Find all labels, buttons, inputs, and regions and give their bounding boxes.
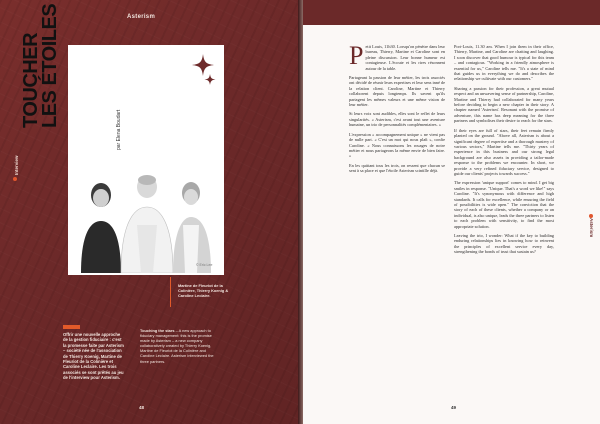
french-paragraph: Partageant la passion de leur métier, les trois associés ont décidé de réunir leurs expertises et leur sens inné de la relation client. Caroline, Martine et Thierry collaborent depuis longtemps. Ils savent qu'ils partagent les mêmes valeurs et une même vision de leur métier. bbox=[349, 75, 445, 108]
right-page bbox=[303, 0, 600, 424]
english-paragraph: The expression 'unique support' comes to mind. I get big smiles in response. "Unique. That's a word we like!" says Caroline. "It's synonymous with difference and high standards. It calls for excellence, while ensuring the field of possibilities is wide open." The conviction that the story of each of these clients, whether a company or an individual, is also unique, leads the three partners to listen to each problem with sensitivity, to find the most appropriate solution. bbox=[454, 180, 554, 229]
large-star-icon bbox=[192, 54, 214, 76]
intro-french: Offrir une nouvelle approche de la gestion fiduciaire : c'est la promesse faite par Asterism – société née de l'association de Thierry Koenig, Martine de Fleuriot de la Colinière et Caroline Leclaire. Les trois associés se sont prêtés au jeu de l'interview pour Asterism. bbox=[63, 332, 124, 381]
french-paragraph: En les quittant tous les trois, on ressent que chacun se sent à sa place et que l'étoile Asterism scintille déjà. bbox=[349, 162, 445, 174]
top-band bbox=[303, 0, 600, 25]
section-tag: Interview bbox=[14, 155, 19, 175]
photo-caption: Martine de Fleuriot de la Colinière, Thierry Koenig & Caroline Leclaire. bbox=[178, 283, 229, 299]
title-line-2: LES ÉTOILES bbox=[39, 3, 61, 128]
byline: par Elena Boudart bbox=[116, 109, 122, 150]
drop-cap: P bbox=[349, 41, 364, 70]
caption-rule bbox=[170, 277, 171, 307]
page-number-right: 49 bbox=[451, 405, 457, 410]
section-tag-right: Asterism bbox=[589, 218, 594, 238]
intro-english-body: – A new approach to fiduciary management: this is the promise made by Asterism – a new company collaboratively created by Thierry Koenig, Martine de Fleuriot de la Colinière and Caroline Leclaire. Asterism interviewed the three partners. bbox=[140, 328, 214, 364]
english-paragraph: Port-Louis, 11.30 am. When I join them in their office, Thierry, Martine, and Caroline are chatting and laughing. I soon discover that good humour is typical for this team – and contagious. "Working in a friendly atmosphere is essential for us," Caroline tells me. "It's a state of mind that guides us in everything we do and describes the relationship we cultivate with our customers." bbox=[454, 44, 554, 82]
small-star-icon bbox=[205, 74, 216, 85]
section-dot-icon bbox=[13, 177, 17, 181]
french-paragraph: Petit Louis, 11h30. Lorsqu'on pénètre dans leur bureau, Thierry, Martine et Caroline sont en pleine discussion. Leur bonne humeur est contagieuse. L'écoute et les rires résonnent autour de la table. bbox=[349, 41, 445, 71]
intro-english-lead: Touching the stars bbox=[140, 328, 175, 333]
french-paragraph: Si leurs voix sont audibles, elles sont le reflet de leurs singularités. « Asterism, c'est avant tout une aventure humaine, un trio de personnalités complémentaires. » bbox=[349, 111, 445, 128]
star-sparkles-icon bbox=[186, 52, 220, 92]
photo-credit: © Eric Lee bbox=[196, 263, 213, 267]
english-paragraph: Leaving the trio, I wonder: What if the key to building enduring relationships lies in knowing how to reinvent the principles of excellent service every day, strengthening the bonds of trust that sustain us? bbox=[454, 233, 554, 255]
french-column bbox=[349, 41, 445, 178]
running-head: Asterism bbox=[127, 14, 156, 20]
title-line-1: TOUCHER bbox=[20, 32, 42, 128]
article-title bbox=[22, 4, 60, 128]
english-paragraph: Sharing a passion for their profession, a great mutual respect and an unwavering sense of partnership, Caroline, Martine and Thierry had collaborated for many years before deciding to begin a new chapter in their story. A chapter named 'Asterism'. Resonant with the promise of adventure, this name has deep meaning for the three partners and symbolises their desire to reach for the stars. bbox=[454, 85, 554, 124]
intro-english bbox=[140, 328, 220, 364]
english-column bbox=[454, 44, 554, 259]
french-paragraph: L'expression « accompagnement unique » ne vient pas de nulle part. « C'est un mot qui nous plaît », confie Caroline. « Nous connaissons les rouages de notre métier et nous partageons la même envie de bien faire. » bbox=[349, 131, 445, 159]
page-number-left: 48 bbox=[139, 405, 145, 410]
left-page bbox=[0, 0, 298, 424]
english-paragraph: If their eyes are full of stars, their feet remain firmly planted on the ground. "Above all, Asterism is about a significant degree of expertise and a thorough mastery of various sectors," Martine tells me. "Thirty years of experience in this business and our strong legal background are also assets in providing a tailor-made response to the problems we encounter. In short, we provide a very refined fiduciary service, designed to guide our clients' projects towards success." bbox=[454, 127, 554, 176]
partners-photo bbox=[77, 165, 215, 273]
intro-accent-bar bbox=[63, 325, 80, 329]
